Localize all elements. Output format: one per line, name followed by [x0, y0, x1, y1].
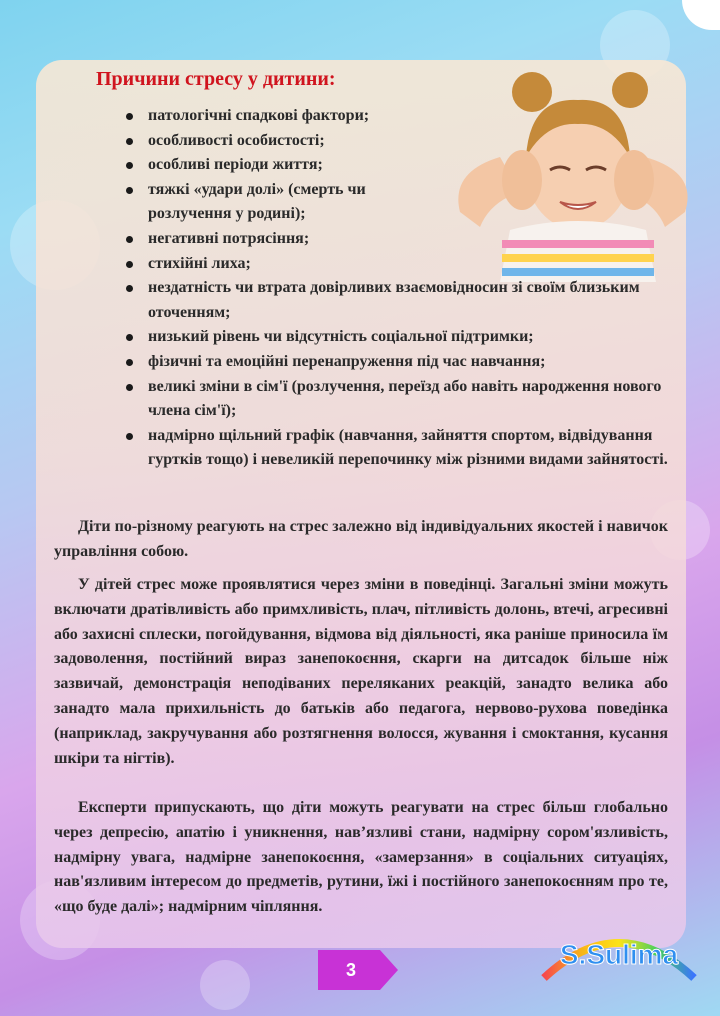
- bullet-icon: [126, 334, 133, 341]
- bullet-icon: [126, 285, 133, 292]
- bullet-icon: [126, 187, 133, 194]
- list-item: фізичні та емоційні перенапруження під час навчання;: [98, 350, 678, 375]
- list-item: великі зміни в сім'ї (розлучення, переїзд або навіть народження нового члена сім'ї);: [98, 375, 678, 424]
- paragraph-expert-opinion: Експерти припускають, що діти можуть реагувати на стрес більш глобально через депресію, апатію і уникнення, нав’язливі стани, надмірну сором'язливість, надмірну увага, надмірне занепокоєння, «замерзання» в соціальних ситуаціях, нав'язливим інтересом до предметів, рутини, їжі і постійного занепокоєнням про те, «що буде далі»; надмірним чіпляння.: [54, 799, 668, 916]
- paragraph-individual-reactions: Діти по-різному реагують на стрес залежно від індивідуальних якостей і навичок управління собою.: [54, 518, 668, 560]
- bullet-icon: [126, 261, 133, 268]
- list-item: негативні потрясіння;: [98, 227, 678, 252]
- list-item: надмірно щільний графік (навчання, зайняття спортом, відвідування гуртків тощо) і невеликій перепочинку між різними видами зайнятості.: [98, 424, 678, 473]
- bullet-icon: [126, 433, 133, 440]
- bullet-icon: [126, 384, 133, 391]
- bullet-icon: [126, 236, 133, 243]
- bullet-icon: [126, 359, 133, 366]
- list-item: стихійні лиха;: [98, 252, 678, 277]
- bullet-icon: [126, 138, 133, 145]
- bokeh-circle: [200, 960, 250, 1010]
- bullet-icon: [126, 162, 133, 169]
- causes-list: [98, 104, 678, 473]
- section-heading: Причини стресу у дитини:: [96, 68, 336, 90]
- paragraph-behavior-changes: У дітей стрес може проявлятися через зміни в поведінці. Загальні зміни можуть включати дратівливість або примхливість, плач, пітливість долонь, втечі, агресивні або захисні сплески, погойдування, відмова від діяльності, яка раніше приносила їм задоволення, постійний вираз занепокоєння, скарги на дитсадок більше ніж зазвичай, демонстрація неподіваних переляканих реакцій, занадто велика або занадто мала прихильність до батьків або педагога, нервово-рухова поведінка (наприклад, закручування або розтягнення волосся, жування і смоктання, кусання шкіри та нігтів).: [54, 576, 668, 767]
- list-item: патологічні спадкові фактори;: [98, 104, 678, 129]
- list-item: низький рівень чи відсутність соціальної підтримки;: [98, 325, 678, 350]
- bullet-icon: [126, 113, 133, 120]
- page-corner: [682, 0, 720, 30]
- page-number: 3: [345, 960, 356, 980]
- list-item: особливості особистості;: [98, 129, 678, 154]
- list-item: тяжкі «удари долі» (смерть чи розлучення у родині);: [98, 178, 408, 227]
- list-item: особливі періоди життя;: [98, 153, 678, 178]
- author-logo: [536, 920, 702, 984]
- svg-text:S.Sulima: S.Sulima: [559, 939, 679, 970]
- list-item: нездатність чи втрата довірливих взаємовідносин зі своїм близьким оточенням;: [98, 276, 678, 325]
